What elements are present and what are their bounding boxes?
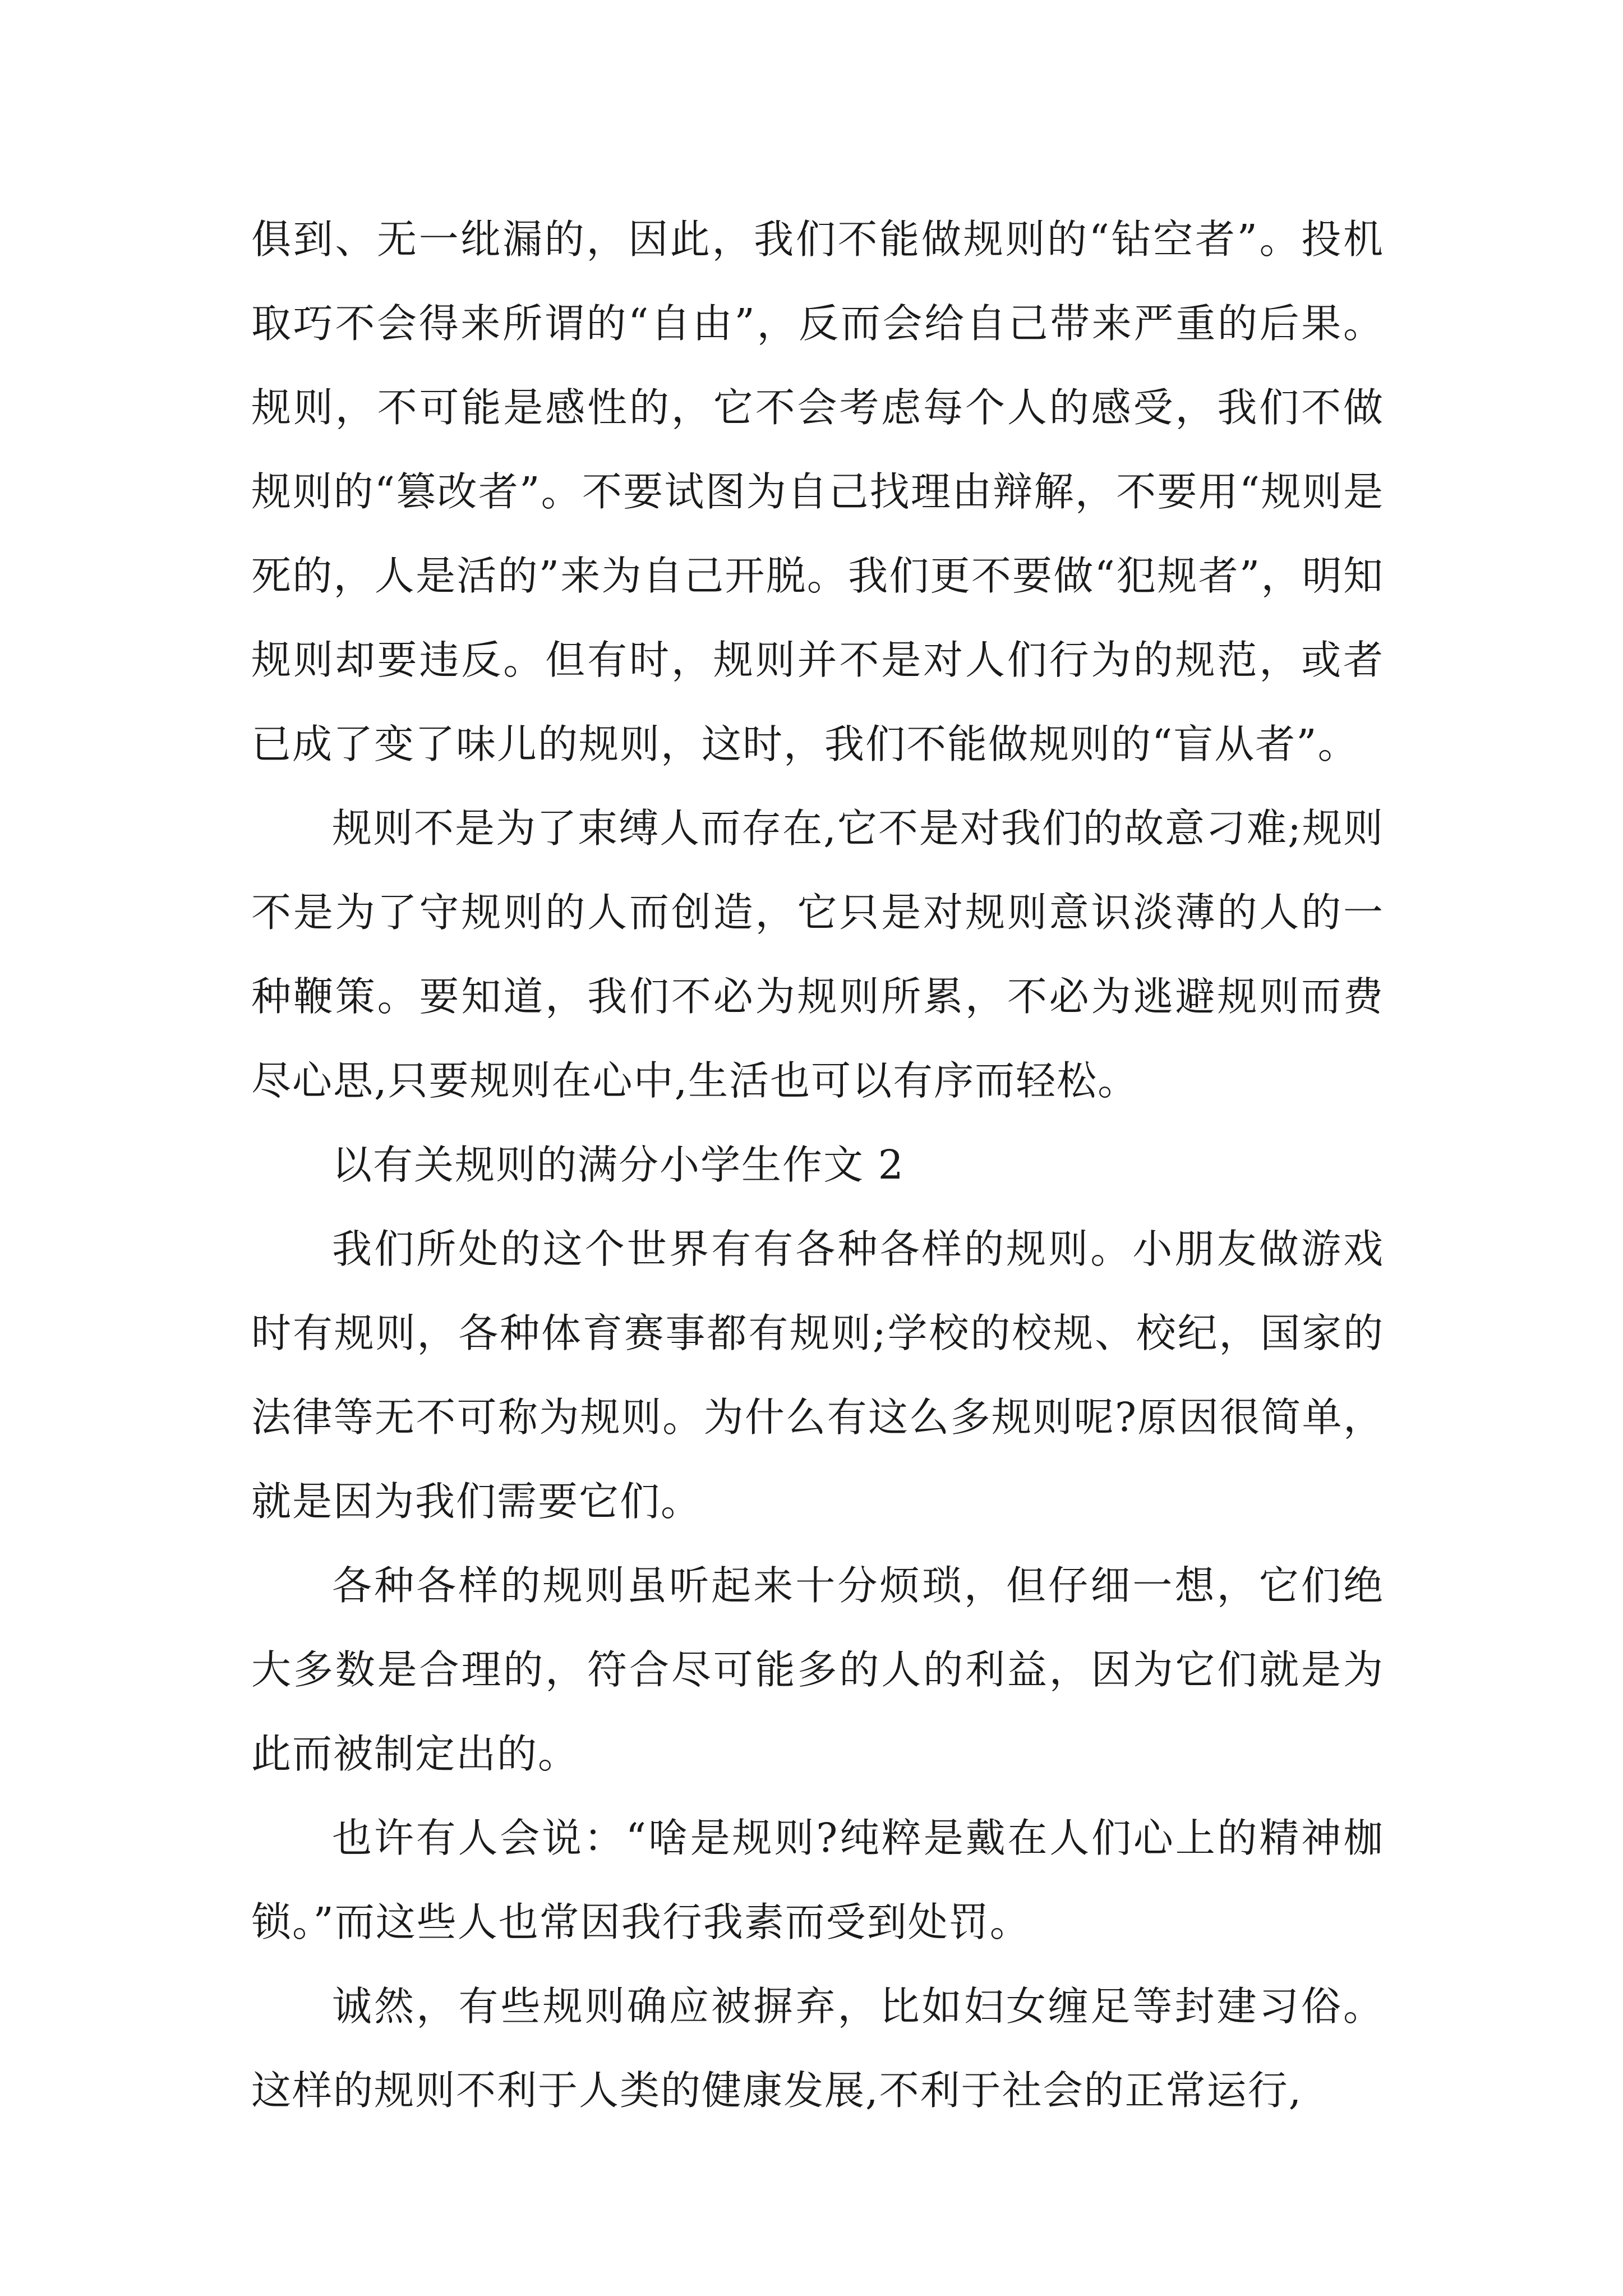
essay-heading: 以有关规则的满分小学生作文 2 [332,1142,905,1188]
paragraph-shackles-quote: 也许有人会说：“啥是规则?纯粹是戴在人们心上的精神枷锁。”而这些人也常因我行我素而受到处罚。 [251,1815,1384,1945]
paragraph-continuation: 俱到、无一纰漏的，因此，我们不能做规则的“钻空者”。投机取巧不会得来所谓的“自由”，反而会给自己带来严重的后果。规则，不可能是感性的，它不会考虑每个人的感受，我们不做规则的“篡改者”。不要试图为自己找理由辩解，不要用“规则是死的，人是活的”来为自己开脱。我们更不要做“犯规者”，明知规则却要违反。但有时，规则并不是对人们行为的规范，或者已成了变了味儿的规则，这时，我们不能做规则的“盲从者”。 [251,216,1384,767]
paragraph-rules-purpose: 规则不是为了束缚人而存在,它不是对我们的故意刁难;规则不是为了守规则的人而创造，它只是对规则意识淡薄的人的一种鞭策。要知道，我们不必为规则所累，不必为逃避规则而费尽心思,只要规则在心中,生活也可以有序而轻松。 [251,805,1384,1104]
document-body [251,197,1384,2133]
paragraph-rules-reasonable: 各种各样的规则虽听起来十分烦琐，但仔细一想，它们绝大多数是合理的，符合尽可能多的人的利益，因为它们就是为此而被制定出的。 [251,1562,1384,1777]
paragraph-world-rules: 我们所处的这个世界有有各种各样的规则。小朋友做游戏时有规则，各种体育赛事都有规则;学校的校规、校纪，国家的法律等无不可称为规则。为什么有这么多规则呢?原因很简单，就是因为我们需要它们。 [251,1226,1384,1525]
paragraph-abandon-rules: 诚然，有些规则确应被摒弃，比如妇女缠足等封建习俗。这样的规则不利于人类的健康发展,不利于社会的正常运行, [251,1983,1384,2114]
